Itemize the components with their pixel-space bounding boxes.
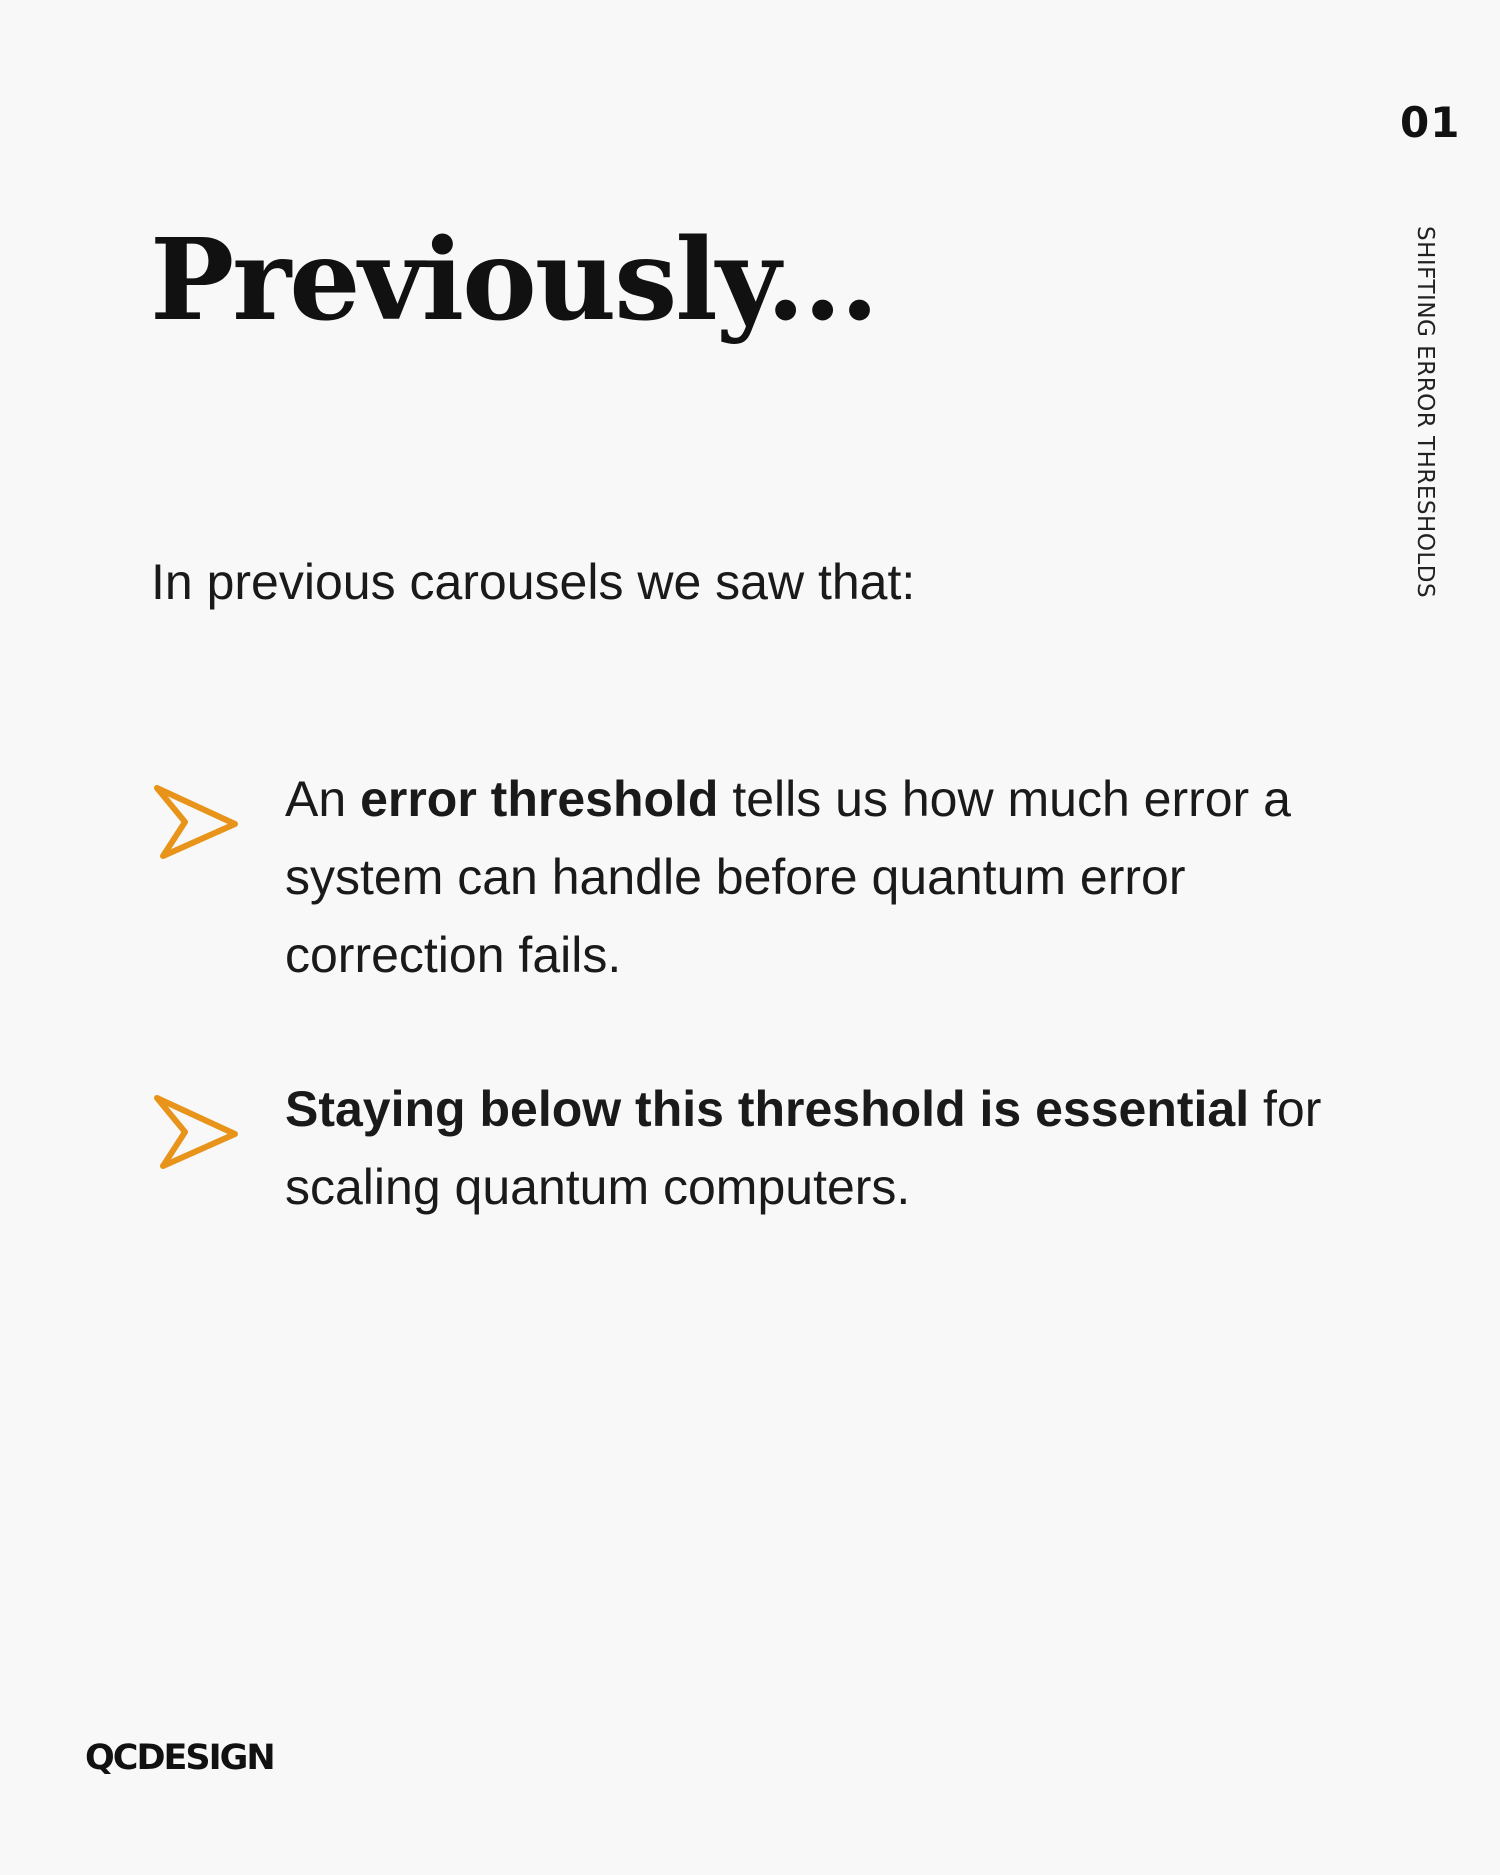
bullet-post: for scaling quantum computers. xyxy=(285,1081,1322,1215)
bullet-bold: Staying below this threshold is essential xyxy=(285,1081,1250,1137)
intro-text: In previous carousels we saw that: xyxy=(151,554,916,610)
page-number: 01 xyxy=(1400,98,1461,147)
arrow-icon xyxy=(151,1092,241,1172)
arrow-icon xyxy=(151,782,241,862)
bullet-bold: error threshold xyxy=(360,771,719,827)
bullet-pre: An xyxy=(285,771,361,827)
series-title: SHIFTING ERROR THRESHOLDS xyxy=(1412,226,1438,599)
brand-logo: QCDESIGN xyxy=(85,1738,274,1778)
page-title: Previously... xyxy=(150,215,878,346)
bullet-post: tells us how much error a system can handle before quantum error correction fails. xyxy=(285,771,1291,983)
